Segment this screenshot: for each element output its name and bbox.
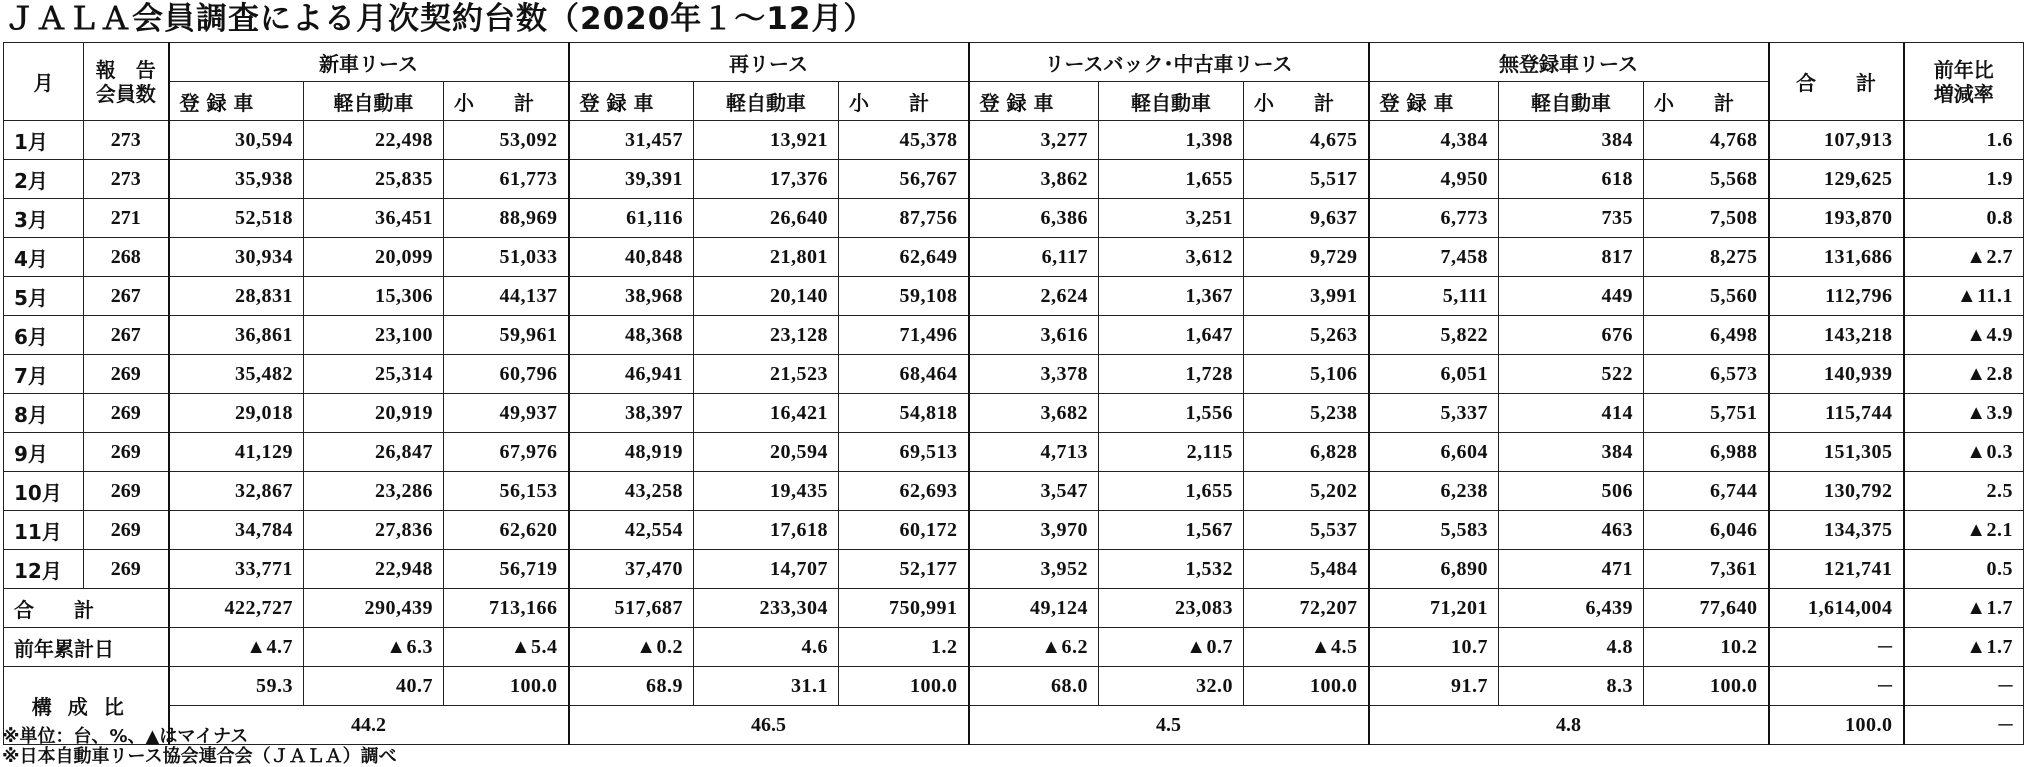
value-cell: 68,464	[839, 355, 969, 394]
value-cell: 13,921	[694, 121, 839, 160]
value-cell: 61,116	[569, 199, 694, 238]
value-cell: 87,756	[839, 199, 969, 238]
value-cell: 27,836	[304, 511, 444, 550]
members-cell: 267	[84, 277, 169, 316]
value-cell: 5,517	[1244, 160, 1369, 199]
prev-year-yoy-cell: ▲1.7	[1904, 628, 2024, 667]
month-cell: 3月	[4, 199, 84, 238]
value-cell: 449	[1499, 277, 1644, 316]
value-cell: 71,496	[839, 316, 969, 355]
prev-year-cell: ▲4.7	[169, 628, 304, 667]
value-cell: 6,988	[1644, 433, 1769, 472]
value-cell: 88,969	[444, 199, 569, 238]
table-row	[4, 277, 2024, 316]
prev-year-cell: 4.6	[694, 628, 839, 667]
composition-cell: 40.7	[304, 667, 444, 706]
total-row	[4, 589, 2024, 628]
value-cell: 618	[1499, 160, 1644, 199]
value-cell: 33,771	[169, 550, 304, 589]
table-row	[4, 238, 2024, 277]
total-value-cell: 422,727	[169, 589, 304, 628]
composition-share-leaseback: 4.5	[969, 706, 1369, 745]
total-value-cell: 71,201	[1369, 589, 1499, 628]
members-cell: 269	[84, 511, 169, 550]
value-cell: 17,618	[694, 511, 839, 550]
table-row	[4, 394, 2024, 433]
value-cell: 36,451	[304, 199, 444, 238]
members-cell: 269	[84, 550, 169, 589]
header-row-groups	[4, 43, 2024, 82]
total-cell: 131,686	[1769, 238, 1904, 277]
value-cell: 56,767	[839, 160, 969, 199]
header-row-sub	[4, 82, 2024, 121]
value-cell: 1,655	[1099, 160, 1244, 199]
value-cell: 463	[1499, 511, 1644, 550]
members-cell: 269	[84, 472, 169, 511]
value-cell: 3,277	[969, 121, 1099, 160]
prev-year-cell: ▲6.2	[969, 628, 1099, 667]
value-cell: 8,275	[1644, 238, 1769, 277]
value-cell: 60,796	[444, 355, 569, 394]
total-value-cell: 713,166	[444, 589, 569, 628]
total-cell: 134,375	[1769, 511, 1904, 550]
value-cell: 42,554	[569, 511, 694, 550]
table-row	[4, 433, 2024, 472]
composition-cell: 68.0	[969, 667, 1099, 706]
yoy-cell: 2.5	[1904, 472, 2024, 511]
prev-year-cell: ▲4.5	[1244, 628, 1369, 667]
value-cell: 31,457	[569, 121, 694, 160]
prev-year-row	[4, 628, 2024, 667]
total-cell: 193,870	[1769, 199, 1904, 238]
composition-share-new-car: 44.2	[169, 706, 569, 745]
total-cell: 151,305	[1769, 433, 1904, 472]
composition-cell: 68.9	[569, 667, 694, 706]
prev-year-cell: ▲6.3	[304, 628, 444, 667]
sub-header-registered: 登 録 車	[1369, 82, 1499, 121]
value-cell: 6,238	[1369, 472, 1499, 511]
value-cell: 1,532	[1099, 550, 1244, 589]
month-cell: 11月	[4, 511, 84, 550]
month-cell: 12月	[4, 550, 84, 589]
value-cell: 40,848	[569, 238, 694, 277]
members-header	[84, 43, 169, 121]
composition-share-re-lease: 46.5	[569, 706, 969, 745]
composition-cell: 100.0	[1644, 667, 1769, 706]
value-cell: 6,744	[1644, 472, 1769, 511]
value-cell: 22,948	[304, 550, 444, 589]
value-cell: 30,594	[169, 121, 304, 160]
footnote-unit: ※単位：台、%、▲はマイナス	[2, 726, 249, 747]
table-row	[4, 511, 2024, 550]
value-cell: 5,560	[1644, 277, 1769, 316]
value-cell: 21,523	[694, 355, 839, 394]
value-cell: 5,202	[1244, 472, 1369, 511]
value-cell: 14,707	[694, 550, 839, 589]
composition-cell: 100.0	[839, 667, 969, 706]
members-header-line1: 報 告	[95, 57, 156, 82]
members-cell: 269	[84, 433, 169, 472]
value-cell: 56,153	[444, 472, 569, 511]
lease-contract-table	[3, 42, 2024, 745]
value-cell: 6,828	[1244, 433, 1369, 472]
total-cell: 121,741	[1769, 550, 1904, 589]
value-cell: 1,728	[1099, 355, 1244, 394]
composition-share-yoy: ─	[1904, 706, 2024, 745]
group-header-re-lease: 再リース	[569, 43, 969, 82]
value-cell: 36,861	[169, 316, 304, 355]
value-cell: 676	[1499, 316, 1644, 355]
value-cell: 1,367	[1099, 277, 1244, 316]
value-cell: 25,835	[304, 160, 444, 199]
composition-cell: 100.0	[1244, 667, 1369, 706]
sub-header-subtotal: 小 計	[1244, 82, 1369, 121]
value-cell: 3,991	[1244, 277, 1369, 316]
sub-header-kei: 軽自動車	[694, 82, 839, 121]
value-cell: 45,378	[839, 121, 969, 160]
value-cell: 26,847	[304, 433, 444, 472]
value-cell: 15,306	[304, 277, 444, 316]
value-cell: 5,822	[1369, 316, 1499, 355]
month-cell: 10月	[4, 472, 84, 511]
prev-year-cell: 10.7	[1369, 628, 1499, 667]
value-cell: 384	[1499, 433, 1644, 472]
value-cell: 1,655	[1099, 472, 1244, 511]
total-cell: 140,939	[1769, 355, 1904, 394]
value-cell: 61,773	[444, 160, 569, 199]
sub-header-subtotal: 小 計	[1644, 82, 1769, 121]
value-cell: 7,458	[1369, 238, 1499, 277]
total-cell: 129,625	[1769, 160, 1904, 199]
yoy-cell: ▲2.7	[1904, 238, 2024, 277]
composition-cell: 8.3	[1499, 667, 1644, 706]
value-cell: 54,818	[839, 394, 969, 433]
value-cell: 20,099	[304, 238, 444, 277]
total-cell: 107,913	[1769, 121, 1904, 160]
value-cell: 4,675	[1244, 121, 1369, 160]
value-cell: 23,100	[304, 316, 444, 355]
month-cell: 7月	[4, 355, 84, 394]
value-cell: 3,952	[969, 550, 1099, 589]
total-cell: 130,792	[1769, 472, 1904, 511]
composition-cell: 59.3	[169, 667, 304, 706]
composition-cell: 91.7	[1369, 667, 1499, 706]
value-cell: 5,484	[1244, 550, 1369, 589]
value-cell: 4,950	[1369, 160, 1499, 199]
members-header-line2: 会員数	[95, 81, 156, 106]
value-cell: 51,033	[444, 238, 569, 277]
month-cell: 9月	[4, 433, 84, 472]
yoy-cell: 0.8	[1904, 199, 2024, 238]
value-cell: 414	[1499, 394, 1644, 433]
table-row	[4, 160, 2024, 199]
value-cell: 22,498	[304, 121, 444, 160]
value-cell: 1,567	[1099, 511, 1244, 550]
value-cell: 6,773	[1369, 199, 1499, 238]
sub-header-kei: 軽自動車	[1499, 82, 1644, 121]
yoy-cell: ▲0.3	[1904, 433, 2024, 472]
value-cell: 56,719	[444, 550, 569, 589]
yoy-header-line1: 前年比	[1933, 57, 1994, 82]
composition-cell: 32.0	[1099, 667, 1244, 706]
value-cell: 6,051	[1369, 355, 1499, 394]
value-cell: 69,513	[839, 433, 969, 472]
value-cell: 3,682	[969, 394, 1099, 433]
members-cell: 267	[84, 316, 169, 355]
table-row	[4, 121, 2024, 160]
value-cell: 5,568	[1644, 160, 1769, 199]
total-value-cell: 72,207	[1244, 589, 1369, 628]
total-cell: 112,796	[1769, 277, 1904, 316]
group-header-leaseback: リースバック･中古車リース	[969, 43, 1369, 82]
prev-year-total-cell: ─	[1769, 628, 1904, 667]
group-header-new-car: 新車リース	[169, 43, 569, 82]
month-cell: 8月	[4, 394, 84, 433]
month-cell: 6月	[4, 316, 84, 355]
value-cell: 5,111	[1369, 277, 1499, 316]
members-cell: 269	[84, 394, 169, 433]
yoy-cell: ▲11.1	[1904, 277, 2024, 316]
value-cell: 35,482	[169, 355, 304, 394]
value-cell: 4,713	[969, 433, 1099, 472]
value-cell: 7,508	[1644, 199, 1769, 238]
value-cell: 44,137	[444, 277, 569, 316]
total-value-cell: 750,991	[839, 589, 969, 628]
table-row	[4, 355, 2024, 394]
sub-header-subtotal: 小 計	[444, 82, 569, 121]
value-cell: 6,573	[1644, 355, 1769, 394]
value-cell: 20,140	[694, 277, 839, 316]
total-value-cell: 77,640	[1644, 589, 1769, 628]
value-cell: 30,934	[169, 238, 304, 277]
yoy-cell: 1.9	[1904, 160, 2024, 199]
value-cell: 17,376	[694, 160, 839, 199]
total-value-cell: 49,124	[969, 589, 1099, 628]
value-cell: 59,108	[839, 277, 969, 316]
value-cell: 5,106	[1244, 355, 1369, 394]
members-cell: 268	[84, 238, 169, 277]
value-cell: 38,397	[569, 394, 694, 433]
value-cell: 23,128	[694, 316, 839, 355]
value-cell: 67,976	[444, 433, 569, 472]
total-value-cell: 517,687	[569, 589, 694, 628]
value-cell: 5,583	[1369, 511, 1499, 550]
total-cell: 115,744	[1769, 394, 1904, 433]
value-cell: 1,398	[1099, 121, 1244, 160]
value-cell: 4,384	[1369, 121, 1499, 160]
value-cell: 735	[1499, 199, 1644, 238]
value-cell: 2,115	[1099, 433, 1244, 472]
value-cell: 5,337	[1369, 394, 1499, 433]
value-cell: 506	[1499, 472, 1644, 511]
prev-year-cell: ▲5.4	[444, 628, 569, 667]
grand-total-cell: 1,614,004	[1769, 589, 1904, 628]
total-cell: 143,218	[1769, 316, 1904, 355]
members-cell: 269	[84, 355, 169, 394]
table-row	[4, 550, 2024, 589]
month-cell: 1月	[4, 121, 84, 160]
prev-year-cell: 10.2	[1644, 628, 1769, 667]
value-cell: 6,890	[1369, 550, 1499, 589]
value-cell: 817	[1499, 238, 1644, 277]
composition-share-total: 100.0	[1769, 706, 1904, 745]
total-value-cell: 6,439	[1499, 589, 1644, 628]
value-cell: 49,937	[444, 394, 569, 433]
value-cell: 52,177	[839, 550, 969, 589]
yoy-header	[1904, 43, 2024, 121]
prev-year-cell: ▲0.2	[569, 628, 694, 667]
composition-share-unregistered: 4.8	[1369, 706, 1769, 745]
value-cell: 35,938	[169, 160, 304, 199]
value-cell: 59,961	[444, 316, 569, 355]
members-cell: 273	[84, 160, 169, 199]
value-cell: 28,831	[169, 277, 304, 316]
value-cell: 25,314	[304, 355, 444, 394]
sub-header-registered: 登 録 車	[569, 82, 694, 121]
total-value-cell: 233,304	[694, 589, 839, 628]
prev-year-cell: 4.8	[1499, 628, 1644, 667]
value-cell: 5,751	[1644, 394, 1769, 433]
value-cell: 37,470	[569, 550, 694, 589]
month-cell: 2月	[4, 160, 84, 199]
value-cell: 1,647	[1099, 316, 1244, 355]
composition-row-1	[4, 667, 2024, 706]
total-value-cell: 23,083	[1099, 589, 1244, 628]
value-cell: 52,518	[169, 199, 304, 238]
footnotes	[2, 727, 397, 767]
value-cell: 1,556	[1099, 394, 1244, 433]
value-cell: 32,867	[169, 472, 304, 511]
total-yoy-cell: ▲1.7	[1904, 589, 2024, 628]
value-cell: 39,391	[569, 160, 694, 199]
value-cell: 29,018	[169, 394, 304, 433]
yoy-cell: ▲2.8	[1904, 355, 2024, 394]
value-cell: 3,862	[969, 160, 1099, 199]
yoy-cell: ▲3.9	[1904, 394, 2024, 433]
value-cell: 46,941	[569, 355, 694, 394]
value-cell: 23,286	[304, 472, 444, 511]
value-cell: 6,604	[1369, 433, 1499, 472]
table-row	[4, 472, 2024, 511]
table-row	[4, 316, 2024, 355]
composition-total-cell: ─	[1769, 667, 1904, 706]
value-cell: 43,258	[569, 472, 694, 511]
month-cell: 4月	[4, 238, 84, 277]
value-cell: 19,435	[694, 472, 839, 511]
value-cell: 62,693	[839, 472, 969, 511]
value-cell: 3,612	[1099, 238, 1244, 277]
value-cell: 3,970	[969, 511, 1099, 550]
composition-cell: 31.1	[694, 667, 839, 706]
value-cell: 3,378	[969, 355, 1099, 394]
value-cell: 6,117	[969, 238, 1099, 277]
value-cell: 21,801	[694, 238, 839, 277]
value-cell: 2,624	[969, 277, 1099, 316]
composition-cell: 100.0	[444, 667, 569, 706]
value-cell: 62,649	[839, 238, 969, 277]
composition-label: 構成比	[4, 667, 169, 745]
month-header: 月	[4, 43, 84, 121]
yoy-cell: ▲4.9	[1904, 316, 2024, 355]
footnote-source: ※日本自動車リース協会連合会（ＪＡＬＡ）調べ	[2, 746, 397, 767]
value-cell: 20,594	[694, 433, 839, 472]
value-cell: 522	[1499, 355, 1644, 394]
value-cell: 48,919	[569, 433, 694, 472]
prev-year-cell: 1.2	[839, 628, 969, 667]
sub-header-kei: 軽自動車	[1099, 82, 1244, 121]
value-cell: 471	[1499, 550, 1644, 589]
table-row	[4, 199, 2024, 238]
value-cell: 3,251	[1099, 199, 1244, 238]
total-header: 合 計	[1769, 43, 1904, 121]
value-cell: 53,092	[444, 121, 569, 160]
prev-year-row-label: 前年累計日	[4, 628, 169, 667]
yoy-cell: ▲2.1	[1904, 511, 2024, 550]
value-cell: 38,968	[569, 277, 694, 316]
value-cell: 20,919	[304, 394, 444, 433]
value-cell: 62,620	[444, 511, 569, 550]
value-cell: 9,729	[1244, 238, 1369, 277]
value-cell: 41,129	[169, 433, 304, 472]
value-cell: 16,421	[694, 394, 839, 433]
yoy-cell: 0.5	[1904, 550, 2024, 589]
page-title: ＪＡＬＡ会員調査による月次契約台数（2020年１～12月）	[4, 1, 876, 37]
value-cell: 9,637	[1244, 199, 1369, 238]
sub-header-registered: 登 録 車	[169, 82, 304, 121]
value-cell: 5,238	[1244, 394, 1369, 433]
month-cell: 5月	[4, 277, 84, 316]
yoy-cell: 1.6	[1904, 121, 2024, 160]
members-cell: 273	[84, 121, 169, 160]
value-cell: 7,361	[1644, 550, 1769, 589]
value-cell: 60,172	[839, 511, 969, 550]
value-cell: 5,263	[1244, 316, 1369, 355]
value-cell: 5,537	[1244, 511, 1369, 550]
value-cell: 48,368	[569, 316, 694, 355]
value-cell: 3,616	[969, 316, 1099, 355]
sub-header-kei: 軽自動車	[304, 82, 444, 121]
members-cell: 271	[84, 199, 169, 238]
total-row-label: 合 計	[4, 589, 169, 628]
sub-header-registered: 登 録 車	[969, 82, 1099, 121]
value-cell: 6,386	[969, 199, 1099, 238]
value-cell: 34,784	[169, 511, 304, 550]
yoy-header-line2: 増減率	[1933, 81, 1994, 106]
value-cell: 26,640	[694, 199, 839, 238]
group-header-unregistered: 無登録車リース	[1369, 43, 1769, 82]
total-value-cell: 290,439	[304, 589, 444, 628]
value-cell: 6,498	[1644, 316, 1769, 355]
value-cell: 3,547	[969, 472, 1099, 511]
value-cell: 4,768	[1644, 121, 1769, 160]
prev-year-cell: ▲0.7	[1099, 628, 1244, 667]
value-cell: 384	[1499, 121, 1644, 160]
composition-yoy-cell: ─	[1904, 667, 2024, 706]
sub-header-subtotal: 小 計	[839, 82, 969, 121]
value-cell: 6,046	[1644, 511, 1769, 550]
